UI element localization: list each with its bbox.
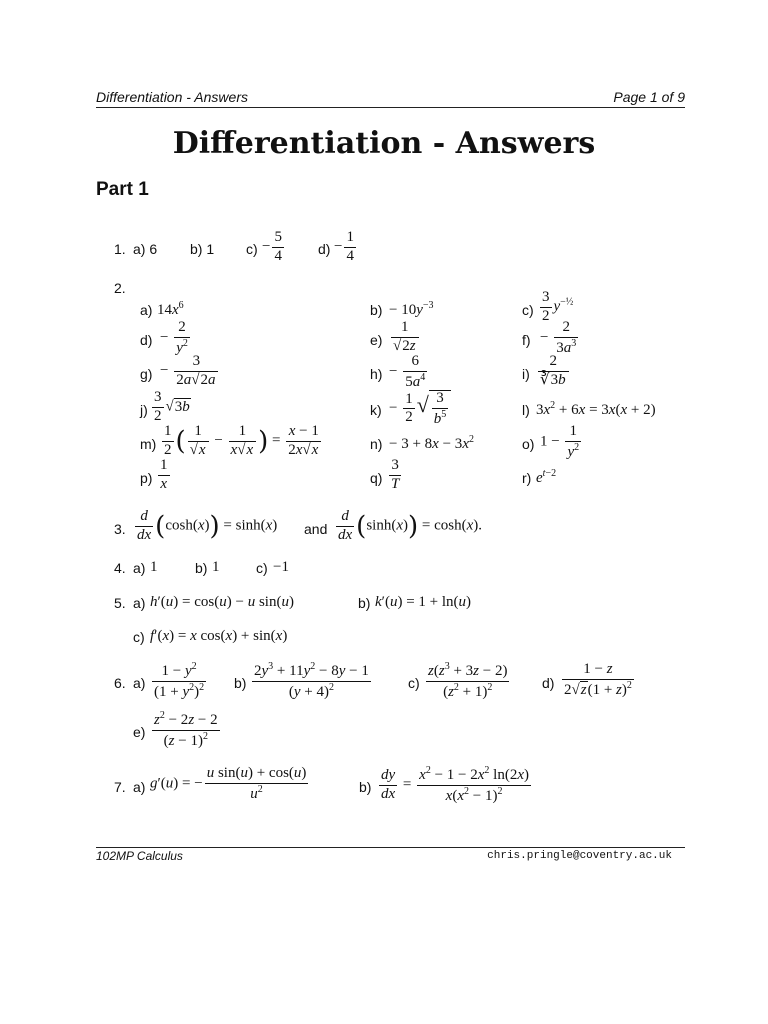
q2-c-expr: $\frac{3}{2}$ $y^{-\frac{1}{2}}$ [542,289,574,324]
q1-c-value: − $\frac{5}{4}$ [262,229,282,264]
q1-d-label: d) [318,241,331,257]
q2-p-expr: $\frac{1}{x}$ [160,457,168,492]
q2-m-label: m) [140,436,157,452]
q2-f-expr: − $\frac{2}{3a^3}$ [540,319,577,356]
footer-course: 102MP Calculus [96,849,183,863]
q2-g-expr: − $\frac{3}{2a√2a}$ [160,354,220,389]
q6-d-expr: $\frac{1 - z}{2√z(1 + z)^2}$ [564,661,632,698]
q2-i-label: i) [522,366,530,382]
q2-k-expr: − $\frac{1}{2}$ √ $\frac{3}{b^5}$ [389,390,451,428]
q6-e-expr: $\frac{z^2 - 2z - 2}{(z - 1)^2}$ [154,710,218,749]
q3-expr2: $\frac{d}{dx}$ (sinh(x)) = cosh(x). [338,508,483,543]
q1-c-label: c) [246,241,258,257]
q6-c-label: c) [408,675,420,691]
q2-b-expr: − $10y^{-3}$ [389,300,434,318]
q3-number: 3. [114,521,126,537]
q5-a-expr: h′(u) = cos(u) − u sin(u) [150,594,294,610]
q6-number: 6. [114,675,126,691]
q2-q-expr: $\frac{3}{T}$ [391,457,400,492]
q7-a-expr: g′(u) = − $\frac{\text{u sin(u) + cos(u)}}{u^2}$ [150,765,307,802]
q3-and: and [304,521,328,537]
q1-number: 1. [114,241,126,257]
q2-i-expr: $\frac{2}{∛3b}$ [536,354,571,389]
q2-b-label: b) [370,302,383,318]
q2-a-label: a) [140,302,153,318]
q2-o-label: o) [522,436,535,452]
q2-q-label: q) [370,470,383,486]
q4-a-label: a) [133,560,146,576]
q5-number: 5. [114,595,126,611]
q1-d-value: − $\frac{1}{4}$ [334,229,354,264]
q2-number: 2. [114,280,126,296]
q2-g-label: g) [140,366,153,382]
q1-b: b) 1 [190,241,215,257]
q2-l-expr: $3x^2 + 6x = 3x(x + 2)$ [536,400,656,418]
q5-c-expr: f′(x) = x cos(x) + sin(x) [150,628,288,644]
q2-c-label: c) [522,302,534,318]
q2-e-label: e) [370,332,383,348]
q1-a: a) 6 [133,241,158,257]
q6-c-expr: $\frac{z(z^3 + 3z - 2)}{(z^2 + 1)^2}$ [428,661,508,700]
q2-f-label: f) [522,332,531,348]
q7-b-expr: $\frac{dy}{dx}$ = $\frac{x^2 - 1 - 2x^2 \ln(2x)}{x(x^2 - 1)^2}$ [381,765,529,804]
q2-j-expr: $\frac{3}{2}$ √3b [154,389,190,424]
q2-e-expr: $\frac{1}{√2z}$ [389,320,421,355]
q6-d-label: d) [542,675,555,691]
q4-c-value: −1 [273,559,289,575]
q4-number: 4. [114,560,126,576]
q2-o-expr: 1 − $\frac{1}{y^2}$ [540,423,580,460]
q2-j-label: j) [140,402,148,418]
q5-b-label: b) [358,595,371,611]
q3-expr1: $\frac{d}{dx}$ (cosh(x)) = sinh(x) [137,508,278,543]
q2-h-expr: − $\frac{6}{5a^4}$ [389,353,426,390]
q5-c-label: c) [133,629,145,645]
q6-e-label: e) [133,724,146,740]
q2-h-label: h) [370,366,383,382]
q2-l-label: l) [522,402,530,418]
q6-b-expr: $\frac{2y^3 + 11y^2 - 8y - 1}{(y + 4)^2}$ [254,661,369,700]
footer-rule [96,847,685,848]
q7-number: 7. [114,779,126,795]
header-title: Differentiation - Answers [96,89,248,105]
q2-n-expr: − $3 + 8x - 3x^2$ [389,434,474,452]
page-title: Differentiation - Answers [172,126,596,161]
page-number: Page 1 of 9 [613,89,685,105]
q7-b-label: b) [359,779,372,795]
q2-p-label: p) [140,470,153,486]
q2-d-expr: − $\frac{2}{y^2}$ [160,319,188,356]
q2-a-expr: $14x^6$ [157,300,184,318]
q6-a-expr: $\frac{1 - y^2}{(1 + y^2)^2}$ [154,661,205,700]
q2-m-expr: $\frac{1}{2}$ ( $\frac{1}{√x}$ − $\frac{1}{x√x}$ ) = $\frac{x - 1}{2x√x}$ [160,424,323,459]
q4-c-label: c) [256,560,268,576]
q2-k-label: k) [370,402,382,418]
footer-email: chris.pringle@coventry.ac.uk [487,850,672,862]
q4-a-value: 1 [150,559,158,575]
q4-b-label: b) [195,560,208,576]
q6-a-label: a) [133,675,146,691]
q6-b-label: b) [234,675,247,691]
q2-d-label: d) [140,332,153,348]
q4-b-value: 1 [212,559,220,575]
q2-r-label: r) [522,470,532,486]
q5-a-label: a) [133,595,146,611]
part-heading: Part 1 [96,179,149,200]
q5-b-expr: k′(u) = 1 + ln(u) [375,594,472,610]
q2-r-expr: $e^{t-2}$ [536,468,557,486]
q7-a-label: a) [133,779,146,795]
q2-n-label: n) [370,436,383,452]
header-rule [96,107,685,108]
